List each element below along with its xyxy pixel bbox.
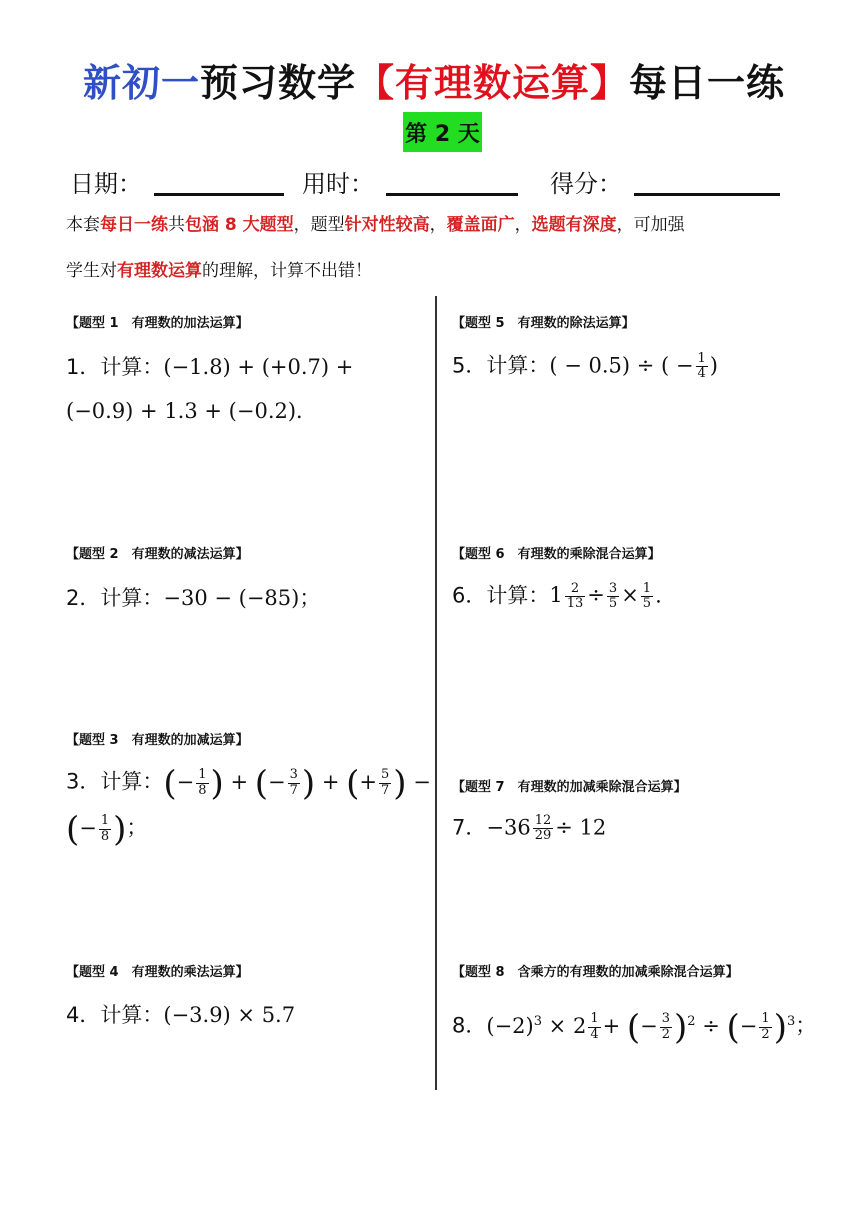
column-divider xyxy=(435,296,437,1090)
question-3-expr-line2: (− $\frac{1}{8}$ ) xyxy=(66,809,127,849)
question-type-1: 【题型 1 有理数的加法运算】 xyxy=(66,316,249,331)
question-5-number: 5．计算： xyxy=(452,353,550,378)
intro-highlight: 覆盖面广 xyxy=(446,215,515,235)
title-part-new-grade: 新初一 xyxy=(82,61,200,105)
question-type-8: 【题型 8 含乘方的有理数的加减乘除混合运算】 xyxy=(452,965,739,980)
intro-highlight: 针对性较高 xyxy=(344,215,430,235)
question-3-tail: ； xyxy=(126,815,148,840)
time-label: 用时： xyxy=(302,170,374,198)
question-type-4: 【题型 4 有理数的乘法运算】 xyxy=(66,965,249,980)
question-type-6: 【题型 6 有理数的乘除混合运算】 xyxy=(452,547,661,562)
intro-text: 学生对 xyxy=(66,261,117,281)
question-3-number: 3．计算： xyxy=(66,769,164,794)
question-1-expr-line2: (−0.9) + 1.3 + (−0.2)． xyxy=(66,399,318,423)
question-6 xyxy=(452,582,662,612)
question-7-fraction: $\frac{12}{29}$ xyxy=(534,813,552,844)
question-8-expr: $(-2)^3 \times 2$ $\frac{1}{4}$ + (− $\frac{3}{2}$ )$^2$ ÷ (− $\frac{1}{2}$ )$^3$ xyxy=(486,1007,796,1047)
question-8-tail: ； xyxy=(795,1013,817,1038)
score-label: 得分： xyxy=(550,170,622,198)
question-7-expr-b: ÷ 12 xyxy=(555,815,607,840)
question-4 xyxy=(66,1005,295,1026)
question-4-expr: (−3.9) × 5.7 xyxy=(163,1003,296,1027)
question-3 xyxy=(66,763,431,803)
page-title xyxy=(0,52,868,107)
question-type-3: 【题型 3 有理数的加减运算】 xyxy=(66,733,249,748)
question-type-2: 【题型 2 有理数的减法运算】 xyxy=(66,547,249,562)
title-part-preview-math: 预习数学 xyxy=(199,61,356,105)
intro-highlight: 有理数运算 xyxy=(117,261,202,281)
question-1-continued xyxy=(66,401,317,422)
question-5-expr: ( − 0.5) ÷ ( − xyxy=(549,353,694,378)
date-label: 日期： xyxy=(70,170,142,198)
intro-text: ， xyxy=(514,215,532,235)
question-type-7: 【题型 7 有理数的加减乘除混合运算】 xyxy=(452,780,687,795)
intro-line-2 xyxy=(66,248,816,294)
question-2-number: 2．计算： xyxy=(66,586,164,610)
time-blank-line[interactable] xyxy=(386,193,518,196)
intro-text: 共 xyxy=(168,215,185,235)
title-part-daily-practice: 每日一练 xyxy=(629,61,786,105)
question-6-expr: 1 $\frac{2}{13}$ ÷ $\frac{3}{5}$ × $\frac{1}{5}$ xyxy=(549,581,652,612)
score-field[interactable] xyxy=(550,164,780,199)
date-field[interactable] xyxy=(70,164,284,199)
time-field[interactable] xyxy=(302,164,518,199)
day-badge: 第 2 天 xyxy=(403,112,482,152)
question-5-fraction: $\frac{1}{4}$ xyxy=(697,351,706,382)
question-1-number: 1．计算： xyxy=(66,355,164,379)
question-6-number: 6．计算： xyxy=(452,583,550,608)
title-part-topic: 【有理数运算】 xyxy=(356,61,630,105)
question-5 xyxy=(452,352,718,382)
intro-text: ，题型 xyxy=(293,215,345,235)
intro-text: ， xyxy=(429,215,447,235)
question-7 xyxy=(452,814,606,844)
intro-highlight: 选题有深度 xyxy=(531,215,617,235)
question-2-expr: −30 − (−85)； xyxy=(163,586,321,610)
intro-highlight: 包涵 8 大题型 xyxy=(185,215,294,235)
intro-text: ，可加强 xyxy=(616,215,685,235)
question-1-expr-line1: (−1.8) + (+0.7) + xyxy=(163,355,354,379)
intro-text: 的理解，计算不出错！ xyxy=(202,261,372,281)
date-blank-line[interactable] xyxy=(154,193,284,196)
question-5-tail: ) xyxy=(709,353,718,378)
question-2 xyxy=(66,588,320,609)
intro-line-1 xyxy=(66,202,816,248)
question-8-number: 8． xyxy=(452,1013,487,1038)
question-1 xyxy=(66,357,353,378)
question-7-expr-a: −36 xyxy=(486,815,531,840)
question-3-continued xyxy=(66,809,148,849)
score-blank-line[interactable] xyxy=(634,193,780,196)
intro-text: 本套 xyxy=(66,215,100,235)
intro-highlight: 每日一练 xyxy=(100,215,168,235)
question-3-expr-line1: (− $\frac{1}{8}$ ) + (− $\frac{3}{7}$ ) + (+ $\frac{5}{7}$ ) − xyxy=(163,763,431,803)
question-6-tail: . xyxy=(655,583,662,608)
question-4-number: 4．计算： xyxy=(66,1003,164,1027)
question-8 xyxy=(452,1007,817,1047)
question-type-5: 【题型 5 有理数的除法运算】 xyxy=(452,316,635,331)
question-7-number: 7． xyxy=(452,815,487,840)
